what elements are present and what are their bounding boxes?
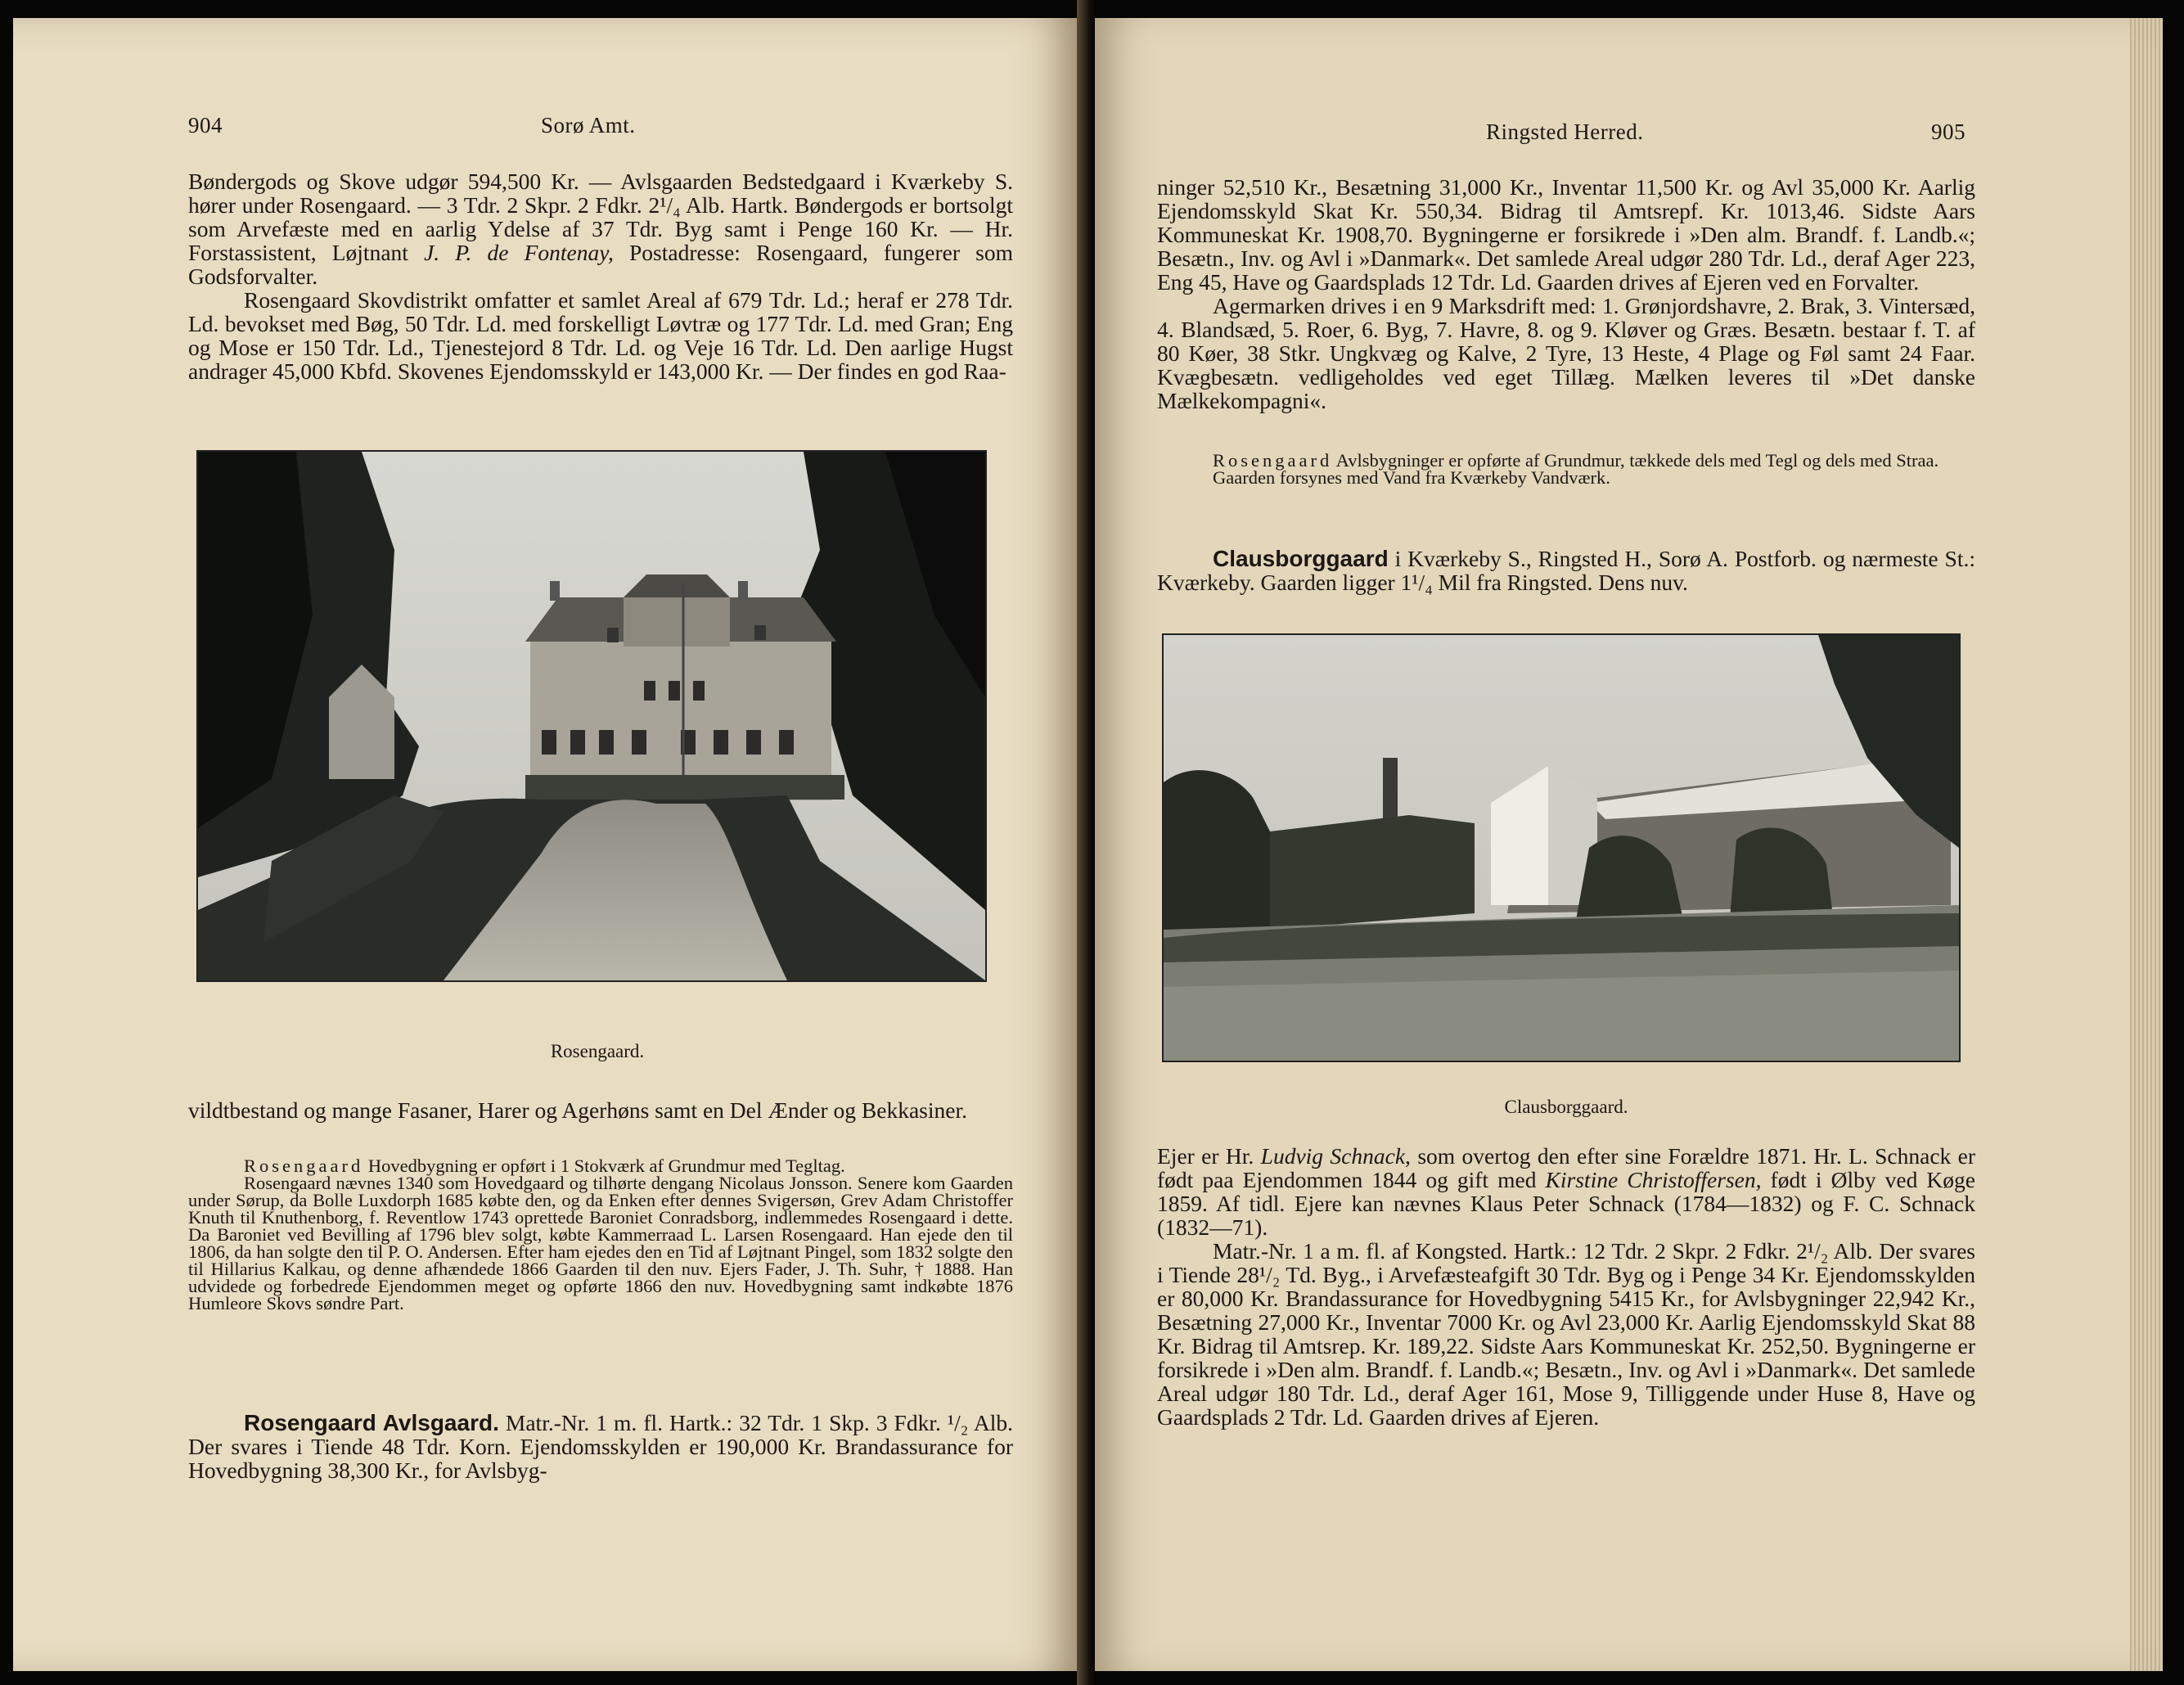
page-edge	[2130, 18, 2163, 1671]
photo-caption: Clausborggaard.	[1504, 1097, 1628, 1117]
body-paragraph-5: Matr.-Nr. 1 a m. fl. af Kongsted. Hartk.: 12 Tdr. 2 Skpr. 2 Fdkr. 2¹/₂ Alb. Der svares i Tiende 28¹/₂ Td. Byg., i Arvefæsteafgift 30 Tdr. Byg og i Penge 34 Kr. Ejendomsskylden er 80,000 Kr. Brandassurance for Hovedbygning 5415 Kr., for Avlsbygninger 22,942 Kr., Besætning 27,000 Kr., Inventar 7000 Kr. og Avl 23,000 Kr. Aarlig Ejendomsskyld Skat 88 Kr. Bidrag til Amtsrep. Kr. 189,22. Sidste Aars Kommuneskat Kr. 252,50. Bygningerne er forsikrede i »Den alm. Brandf. f. Landb.«; Besætn., Inv. og Avl i »Danmark«. Det samlede Areal udgør 180 Tdr. Ld., deraf Ager 161, Mose 9, Tilliggende under Huse 8, Have og Gaardsplads 2 Tdr. Ld. Gaarden drives af Ejeren.	[1157, 1238, 1975, 1430]
page-number: 905	[1931, 119, 1966, 144]
body-paragraph-2: Rosengaard Skovdistrikt omfatter et samlet Areal af 679 Tdr. Ld.; heraf er 278 Tdr. Ld. bevokset med Bøg, 50 Tdr. Ld. med forskelligt Løvtræ og 177 Tdr. Ld. med Gran; Eng og Mose er 150 Tdr. Ld., Tjenestejord 8 Tdr. Ld. og Veje 16 Tdr. Ld. Den aarlige Hugst andrager 45,000 Kbfd. Skovenes Ejendomsskyld er 143,000 Kr. — Der findes en god Raa-	[188, 287, 1013, 384]
page-number: 904	[188, 113, 223, 137]
running-head: Ringsted Herred.	[1486, 119, 1644, 144]
photo-caption: Rosengaard.	[550, 1041, 645, 1061]
body-paragraph-2: Agermarken drives i en 9 Marksdrift med: 1. Grønjordshavre, 2. Brak, 3. Vintersæd, 4. Blandsæd, 5. Roer, 6. Byg, 7. Havre, 8. og 9. Kløver og Græs. Besætn. bestaar f. T. af 80 Køer, 38 Stkr. Ungkvæg og Kalve, 2 Tyre, 13 Heste, 4 Plage og Føl samt 24 Faar. Kvægbesætn. vedligeholdes ved eget Tillæg. Mælken leveres til »Det danske Mælkekompagni«.	[1157, 293, 1975, 413]
entry-heading: Clausborggaard	[1213, 546, 1389, 571]
clausborggaard-photo	[1162, 633, 1961, 1062]
body-paragraph-1: ninger 52,510 Kr., Besætning 31,000 Kr., Inventar 11,500 Kr. og Avl 35,000 Kr. Aarlig Ejendomsskyld Skat Kr. 550,34. Bidrag til Amtsrepf. Kr. 1013,46. Sidste Aars Kommuneskat Kr. 1908,70. Bygningerne er forsikrede i »Den alm. Brandf. f. Landb.«; Besætn., Inv. og Avl i »Danmark«. Det samlede Areal udgør 280 Tdr. Ld., deraf Ager 223, Eng 45, Have og Gaardsplads 12 Tdr. Ld. Gaarden drives af Ejeren ved en Forvalter. Agermarken drives i en 9 Marksdrift med: 1. Grønjordshavre, 2. Brak, 3. Vintersæd, 4. Blandsæd, 5. Roer, 6. Byg, 7. Havre, 8. og 9. Kløver og Græs. Besætn. bestaar f. T. af 80 Køer, 38 Stkr. Ungkvæg og Kalve, 2 Tyre, 13 Heste, 4 Plage og Føl samt 24 Faar. Kvægbesætn. vedligeholdes ved eget Tillæg. Mælken leveres til »Det danske Mælkekompagni«.	[1157, 174, 1975, 413]
body-paragraph-4: Ejer er Hr. Ludvig Schnack, som overtog den efter sine Forældre 1871. Hr. L. Schnack er født paa Ejendommen 1844 og gift med Kirstine Christoffersen, født i Ølby ved Køge 1859. Af tidl. Ejere kan nævnes Klaus Peter Schnack (1784—1832) og F. C. Schnack (1832—71). Matr.-Nr. 1 a m. fl. af Kongsted. Hartk.: 12 Tdr. 2 Skpr. 2 Fdkr. 2¹/₂ Alb. Der svares i Tiende 28¹/₂ Td. Byg., i Arvefæsteafgift 30 Tdr. Byg og i Penge 34 Kr. Ejendomsskylden er 80,000 Kr. Brandassurance for Hovedbygning 5415 Kr., for Avlsbygninger 22,942 Kr., Besætning 27,000 Kr., Inventar 7000 Kr. og Avl 23,000 Kr. Aarlig Ejendomsskyld Skat 88 Kr. Bidrag til Amtsrep. Kr. 189,22. Sidste Aars Kommuneskat Kr. 252,50. Bygningerne er forsikrede i »Den alm. Brandf. f. Landb.«; Besætn., Inv. og Avl i »Danmark«. Det samlede Areal udgør 180 Tdr. Ld., deraf Ager 161, Mose 9, Tilliggende under Huse 8, Have og Gaardsplads 2 Tdr. Ld. Gaarden drives af Ejeren.	[1157, 1143, 1976, 1430]
running-head: Sorø Amt.	[541, 113, 636, 137]
body-paragraph-3: vildtbestand og mange Fasaner, Harer og Agerhøns samt en Del Ænder og Bekkasiner.	[188, 1097, 967, 1123]
book-gutter	[1077, 0, 1095, 1685]
left-page	[13, 18, 1077, 1671]
body-paragraph-1: Bøndergods og Skove udgør 594,500 Kr. — Avlsgaarden Bedstedgaard i Kværkeby S. hører under Rosengaard. — 3 Tdr. 2 Skpr. 2 Fdkr. 2¹/₄ Alb. Hartk. Bøndergods er bortsolgt som Arvefæste med en aarlig Ydelse af 37 Tdr. Byg samt i Penge 160 Kr. — Hr. Forstassistent, Løjtnant J. P. de Fontenay, Postadresse: Rosengaard, fungerer som Godsforvalter. Rosengaard Skovdistrikt omfatter et samlet Areal af 679 Tdr. Ld.; heraf er 278 Tdr. Ld. bevokset med Bøg, 50 Tdr. Ld. med forskelligt Løvtræ og 177 Tdr. Ld. med Gran; Eng og Mose er 150 Tdr. Ld., Tjenestejord 8 Tdr. Ld. og Veje 16 Tdr. Ld. Den aarlige Hugst andrager 45,000 Kbfd. Skovenes Ejendomsskyld er 143,000 Kr. — Der findes en god Raa-	[188, 169, 1014, 384]
small-print-history: Rosengaard nævnes 1340 som Hovedgaard og tilhørte dengang Nicolaus Jonsson. Senere kom Gaarden under Sørup, da Bolle Luxdorph 1685 købte den, og da Enken efter dennes Svigersøn, Grev Adam Christoffer Knuth til Knuthenborg, f. Reventlow 1743 oprettede Baroniet Conradsborg, indlemmedes Rosengaard i dette. Da Baroniet ved Bevilling af 1796 blev solgt, købte Kammerraad L. Larsen Rosengaard. Han ejede den til 1806, da han solgte den til P. O. Andersen. Efter ham ejedes den en Tid af Løjtnant Pingel, som 1832 solgte den til Hillarius Kalkau, og denne afhændede 1866 Gaarden til den nuv. Ejers Fader, J. Th. Suhr, † 1888. Han udvidede og forbedrede Ejendommen meget og opførte 1866 den nuv. Hovedbygning samt indkøbte 1876 Humleore Skovs søndre Part.	[188, 1173, 1013, 1313]
body-paragraph-3: Clausborggaard i Kværkeby S., Ringsted H., Sorø A. Postforb. og nærmeste St.: Kværkeby. Gaarden ligger 1¹/₄ Mil fra Ringsted. Dens nuv.	[1157, 546, 1976, 595]
body-paragraph-4: Rosengaard Avlsgaard. Matr.-Nr. 1 m. fl. Hartk.: 32 Tdr. 1 Skp. 3 Fdkr. ¹/₂ Alb. Der svares i Tiende 48 Tdr. Korn. Ejendomsskylden er 190,000 Kr. Brandassurance for Hovedbygning 38,300 Kr., for Avlsbyg-	[188, 1410, 1014, 1483]
right-page	[1095, 18, 2163, 1671]
rosengaard-photo	[196, 450, 987, 982]
small-print-note: Rosengaard Avlsbygninger er opførte af Grundmur, tækkede dels med Tegl og dels med Straa. Gaarden forsynes med Vand fra Kværkeby Vandværk.	[1213, 450, 1939, 488]
small-print-note: Rosengaard Hovedbygning er opført i 1 Stokværk af Grundmur med Tegltag. Rosengaard nævnes 1340 som Hovedgaard og tilhørte dengang Nicolaus Jonsson. Senere kom Gaarden under Sørup, da Bolle Luxdorph 1685 købte den, og da Enken efter dennes Svigersøn, Grev Adam Christoffer Knuth til Knuthenborg, f. Reventlow 1743 oprettede Baroniet Conradsborg, indlemmedes Rosengaard i dette. Da Baroniet ved Bevilling af 1796 blev solgt, købte Kammerraad L. Larsen Rosengaard. Han ejede den til 1806, da han solgte den til P. O. Andersen. Efter ham ejedes den en Tid af Løjtnant Pingel, som 1832 solgte den til Hillarius Kalkau, og denne afhændede 1866 Gaarden til den nuv. Ejers Fader, J. Th. Suhr, † 1888. Han udvidede og forbedrede Ejendommen meget og opførte 1866 den nuv. Hovedbygning samt indkøbte 1876 Humleore Skovs søndre Part.	[188, 1156, 1013, 1313]
entry-heading: Rosengaard Avlsgaard.	[244, 1410, 499, 1435]
